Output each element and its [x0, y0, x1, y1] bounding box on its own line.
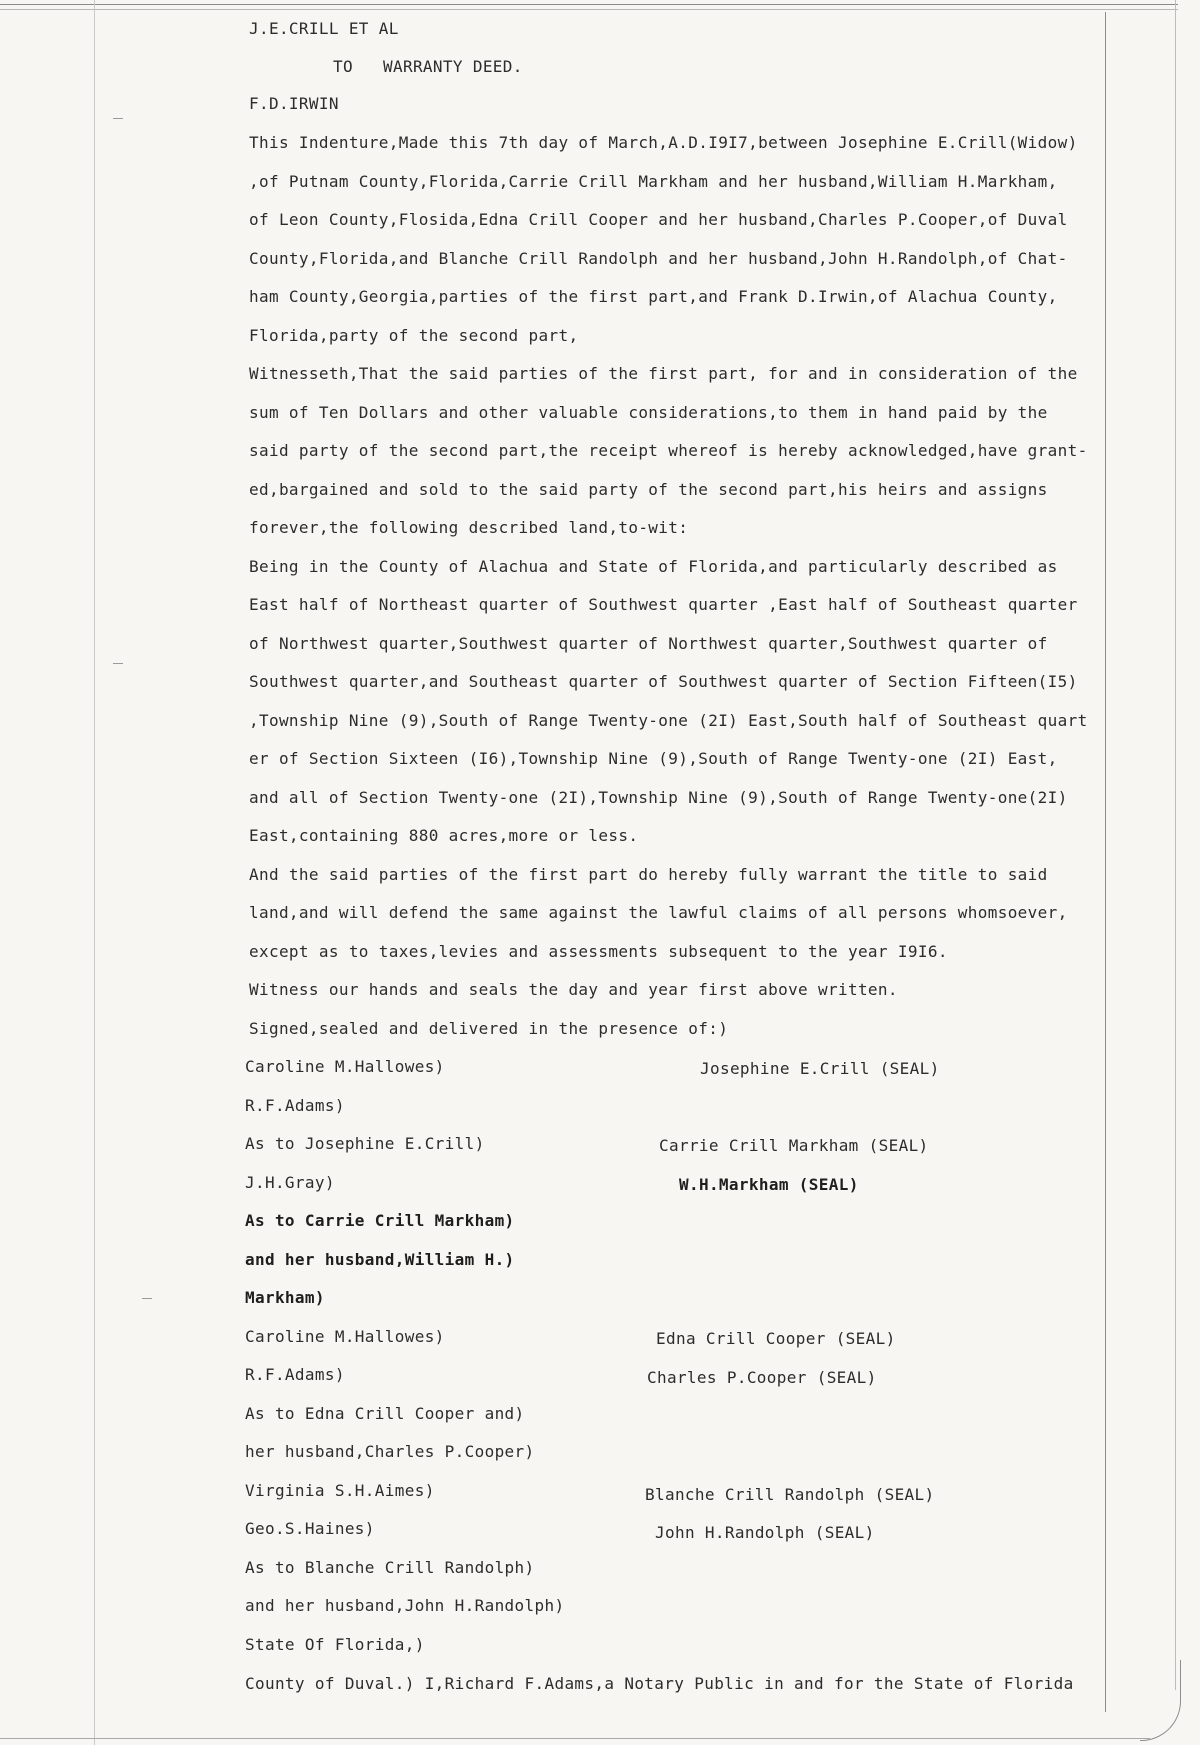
page-top-edge-inner — [0, 9, 1178, 10]
page-right-edge — [1175, 0, 1176, 1690]
witness-line: As to Carrie Crill Markham) — [245, 1211, 515, 1230]
body-line: East half of Northeast quarter of Southwest quarter ,East half of Southeast quarter — [249, 595, 1078, 614]
body-line: Witness our hands and seals the day and year first above written. — [249, 980, 898, 999]
witness-line: State Of Florida,) — [245, 1635, 425, 1654]
witness-line: Markham) — [245, 1288, 325, 1307]
notary-line: County of Duval.) I,Richard F.Adams,a Notary Public in and for the State of Florida — [245, 1674, 1074, 1693]
body-line: sum of Ten Dollars and other valuable considerations,to them in hand paid by the — [249, 403, 1048, 422]
witness-line: Geo.S.Haines) — [245, 1519, 375, 1538]
body-line: said party of the second part,the receipt whereof is hereby acknowledged,have grant- — [249, 441, 1088, 460]
signature-line: Charles P.Cooper (SEAL) — [647, 1368, 877, 1387]
body-line: ham County,Georgia,parties of the first part,and Frank D.Irwin,of Alachua County, — [249, 287, 1058, 306]
witness-line: her husband,Charles P.Cooper) — [245, 1442, 535, 1461]
margin-mark — [113, 118, 123, 119]
witness-line: Caroline M.Hallowes) — [245, 1327, 445, 1346]
witness-line: As to Edna Crill Cooper and) — [245, 1404, 525, 1423]
signature-line: Edna Crill Cooper (SEAL) — [656, 1329, 896, 1348]
body-line: Being in the County of Alachua and State of Florida,and particularly described as — [249, 557, 1058, 576]
margin-mark — [113, 663, 123, 664]
body-line: Southwest quarter,and Southeast quarter of Southwest quarter of Section Fifteen(I5) — [249, 672, 1078, 691]
signature-line: Blanche Crill Randolph (SEAL) — [645, 1485, 935, 1504]
signature-line: John H.Randolph (SEAL) — [655, 1523, 875, 1542]
body-line: ,Township Nine (9),South of Range Twenty-one (2I) East,South half of Southeast quart — [249, 711, 1088, 730]
body-line: except as to taxes,levies and assessments subsequent to the year I9I6. — [249, 942, 948, 961]
body-line: East,containing 880 acres,more or less. — [249, 826, 639, 845]
deed-to-label: TO — [333, 57, 353, 76]
body-line: of Leon County,Flosida,Edna Crill Cooper and her husband,Charles P.Cooper,of Duval — [249, 210, 1068, 229]
page-top-edge — [0, 4, 1178, 5]
witness-line: and her husband,John H.Randolph) — [245, 1596, 565, 1615]
witness-line: As to Blanche Crill Randolph) — [245, 1558, 535, 1577]
body-line: ed,bargained and sold to the said party of the second part,his heirs and assigns — [249, 480, 1048, 499]
witness-line: R.F.Adams) — [245, 1096, 345, 1115]
body-line: Florida,party of the second part, — [249, 326, 579, 345]
witness-line: As to Josephine E.Crill) — [245, 1134, 485, 1153]
signature-line: Josephine E.Crill (SEAL) — [700, 1059, 940, 1078]
body-line: Signed,sealed and delivered in the presence of:) — [249, 1019, 729, 1038]
body-line: and all of Section Twenty-one (2I),Township Nine (9),South of Range Twenty-one(2I) — [249, 788, 1068, 807]
body-line: County,Florida,and Blanche Crill Randolph and her husband,John H.Randolph,of Chat- — [249, 249, 1068, 268]
body-line: Witnesseth,That the said parties of the first part, for and in consideration of the — [249, 364, 1078, 383]
deed-grantor: J.E.CRILL ET AL — [249, 19, 399, 38]
witness-line: and her husband,William H.) — [245, 1250, 515, 1269]
page-corner-curl — [1140, 1660, 1181, 1741]
signature-line: Carrie Crill Markham (SEAL) — [659, 1136, 929, 1155]
witness-line: Virginia S.H.Aimes) — [245, 1481, 435, 1500]
body-line: land,and will defend the same against the lawful claims of all persons whomsoever, — [249, 903, 1068, 922]
body-line: er of Section Sixteen (I6),Township Nine (9),South of Range Twenty-one (2I) East, — [249, 749, 1058, 768]
body-line: forever,the following described land,to-wit: — [249, 518, 689, 537]
body-line: This Indenture,Made this 7th day of March,A.D.I9I7,between Josephine E.Crill(Widow) — [249, 133, 1078, 152]
margin-mark — [142, 1298, 152, 1299]
deed-grantee: F.D.IRWIN — [249, 94, 339, 113]
deed-type-title: WARRANTY DEED. — [383, 57, 523, 76]
witness-line: Caroline M.Hallowes) — [245, 1057, 445, 1076]
body-line: ,of Putnam County,Florida,Carrie Crill Markham and her husband,William H.Markham, — [249, 172, 1058, 191]
page-left-margin-line — [94, 0, 95, 1745]
witness-line: J.H.Gray) — [245, 1173, 335, 1192]
page-right-margin-line — [1105, 12, 1106, 1712]
page-bottom-edge — [0, 1738, 1150, 1739]
signature-line: W.H.Markham (SEAL) — [679, 1175, 859, 1194]
witness-line: R.F.Adams) — [245, 1365, 345, 1384]
body-line: of Northwest quarter,Southwest quarter of Northwest quarter,Southwest quarter of — [249, 634, 1048, 653]
body-line: And the said parties of the first part do hereby fully warrant the title to said — [249, 865, 1048, 884]
